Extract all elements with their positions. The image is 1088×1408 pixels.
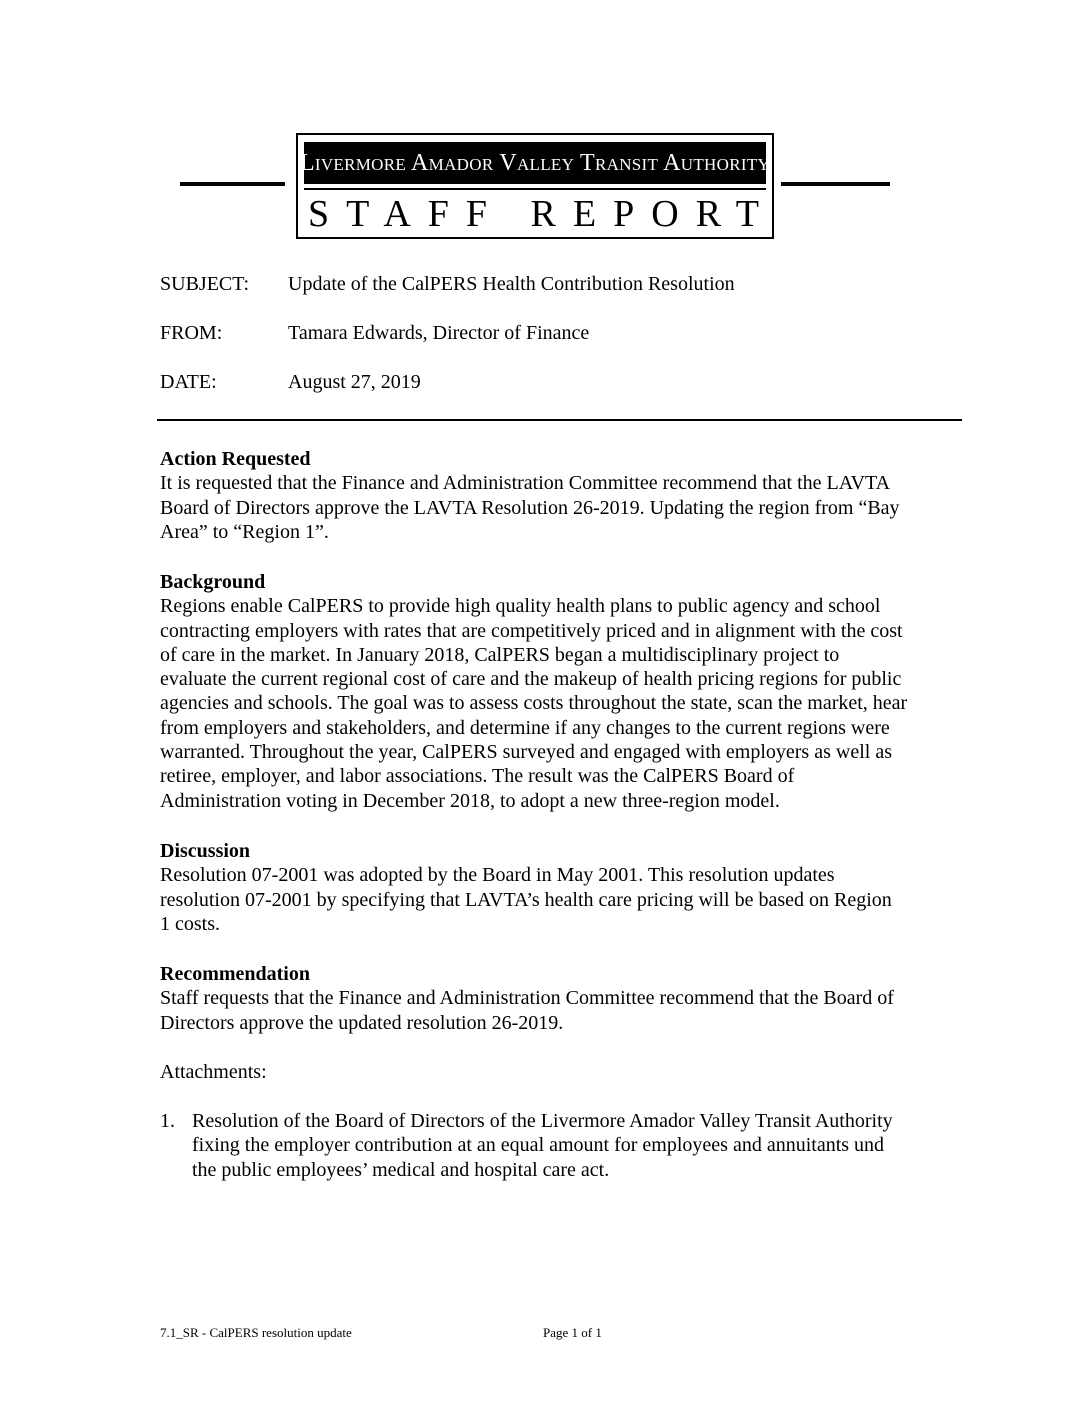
footer-page-number: Page 1 of 1 (543, 1325, 602, 1340)
section-body (160, 594, 960, 813)
text-line: Regions enable CalPERS to provide high quality health plans to public agency and school (160, 595, 881, 618)
letterhead-right-rule (781, 182, 890, 186)
from-value: Tamara Edwards, Director of Finance (288, 322, 590, 344)
text-line: resolution 07-2001 by specifying that LAVTA’s health care pricing will be based on Region (160, 888, 892, 911)
text-line: of care in the market. In January 2018, CalPERS began a multidisciplinary project to (160, 643, 840, 666)
footer-file-name: 7.1_SR - CalPERS resolution update (160, 1325, 352, 1340)
section-background (160, 570, 960, 813)
text-line: Area” to “Region 1”. (160, 520, 329, 543)
report-title: STAFF REPORT (308, 193, 776, 235)
letterhead-left-rule (180, 182, 285, 186)
attachment-text (192, 1109, 962, 1182)
text-line: It is requested that the Finance and Administration Committee recommend that the LAVTA (160, 472, 891, 495)
letterhead (296, 133, 774, 239)
section-action-requested (160, 447, 960, 544)
text-line: contracting employers with rates that are competitively priced and in alignment with the cost (160, 619, 903, 642)
text-line: Administration voting in December 2018, to adopt a new three-region model. (160, 789, 780, 812)
text-line: Resolution of the Board of Directors of the Livermore Amador Valley Transit Authority (192, 1110, 893, 1132)
section-body (160, 986, 960, 1035)
section-body (160, 863, 960, 936)
text-line: Board of Directors approve the LAVTA Resolution 26-2019. Updating the region from “Bay (160, 496, 900, 519)
text-line: Resolution 07-2001 was adopted by the Board in May 2001. This resolution updates (160, 864, 835, 887)
section-heading: Discussion (160, 840, 251, 862)
text-line: the public employees’ medical and hospital care act. (192, 1158, 610, 1181)
text-line: fixing the employer contribution at an equal amount for employees and annuitants und (192, 1134, 885, 1157)
letterhead-underline (304, 188, 766, 190)
attachment-number: 1. (160, 1110, 175, 1132)
section-heading: Background (160, 571, 266, 593)
text-line: agencies and schools. The goal was to assess costs throughout the state, scan the market, hear (160, 692, 908, 715)
attachments-label-text: Attachments: (160, 1061, 267, 1083)
section-body (160, 471, 960, 544)
section-heading: Recommendation (160, 963, 310, 985)
subject-label: SUBJECT: (160, 273, 250, 295)
text-line: warranted. Throughout the year, CalPERS surveyed and engaged with employers as well as (160, 741, 892, 764)
text-line: Directors approve the updated resolution 26-2019. (160, 1011, 564, 1034)
text-line: retiree, employer, and labor associations. The result was the CalPERS Board of (160, 765, 795, 788)
from-label: FROM: (160, 322, 223, 344)
authority-name: Livermore Amador Valley Transit Authority (304, 142, 766, 184)
date-row (160, 371, 421, 394)
text-line: from employers and stakeholders, and determine if any changes to the current regions were (160, 716, 890, 739)
date-label: DATE: (160, 371, 217, 393)
subject-row (160, 273, 735, 296)
subject-value: Update of the CalPERS Health Contribution Resolution (288, 273, 735, 295)
section-recommendation (160, 962, 960, 1035)
attachments-label (160, 1060, 960, 1084)
from-row (160, 322, 589, 345)
section-heading: Action Requested (160, 448, 311, 470)
text-line: evaluate the current regional cost of care and the makeup of health pricing regions for public (160, 668, 902, 691)
text-line: Staff requests that the Finance and Administration Committee recommend that the Board of (160, 987, 894, 1010)
date-value: August 27, 2019 (288, 371, 421, 393)
section-discussion (160, 839, 960, 936)
header-divider (157, 419, 962, 421)
text-line: 1 costs. (160, 912, 220, 935)
